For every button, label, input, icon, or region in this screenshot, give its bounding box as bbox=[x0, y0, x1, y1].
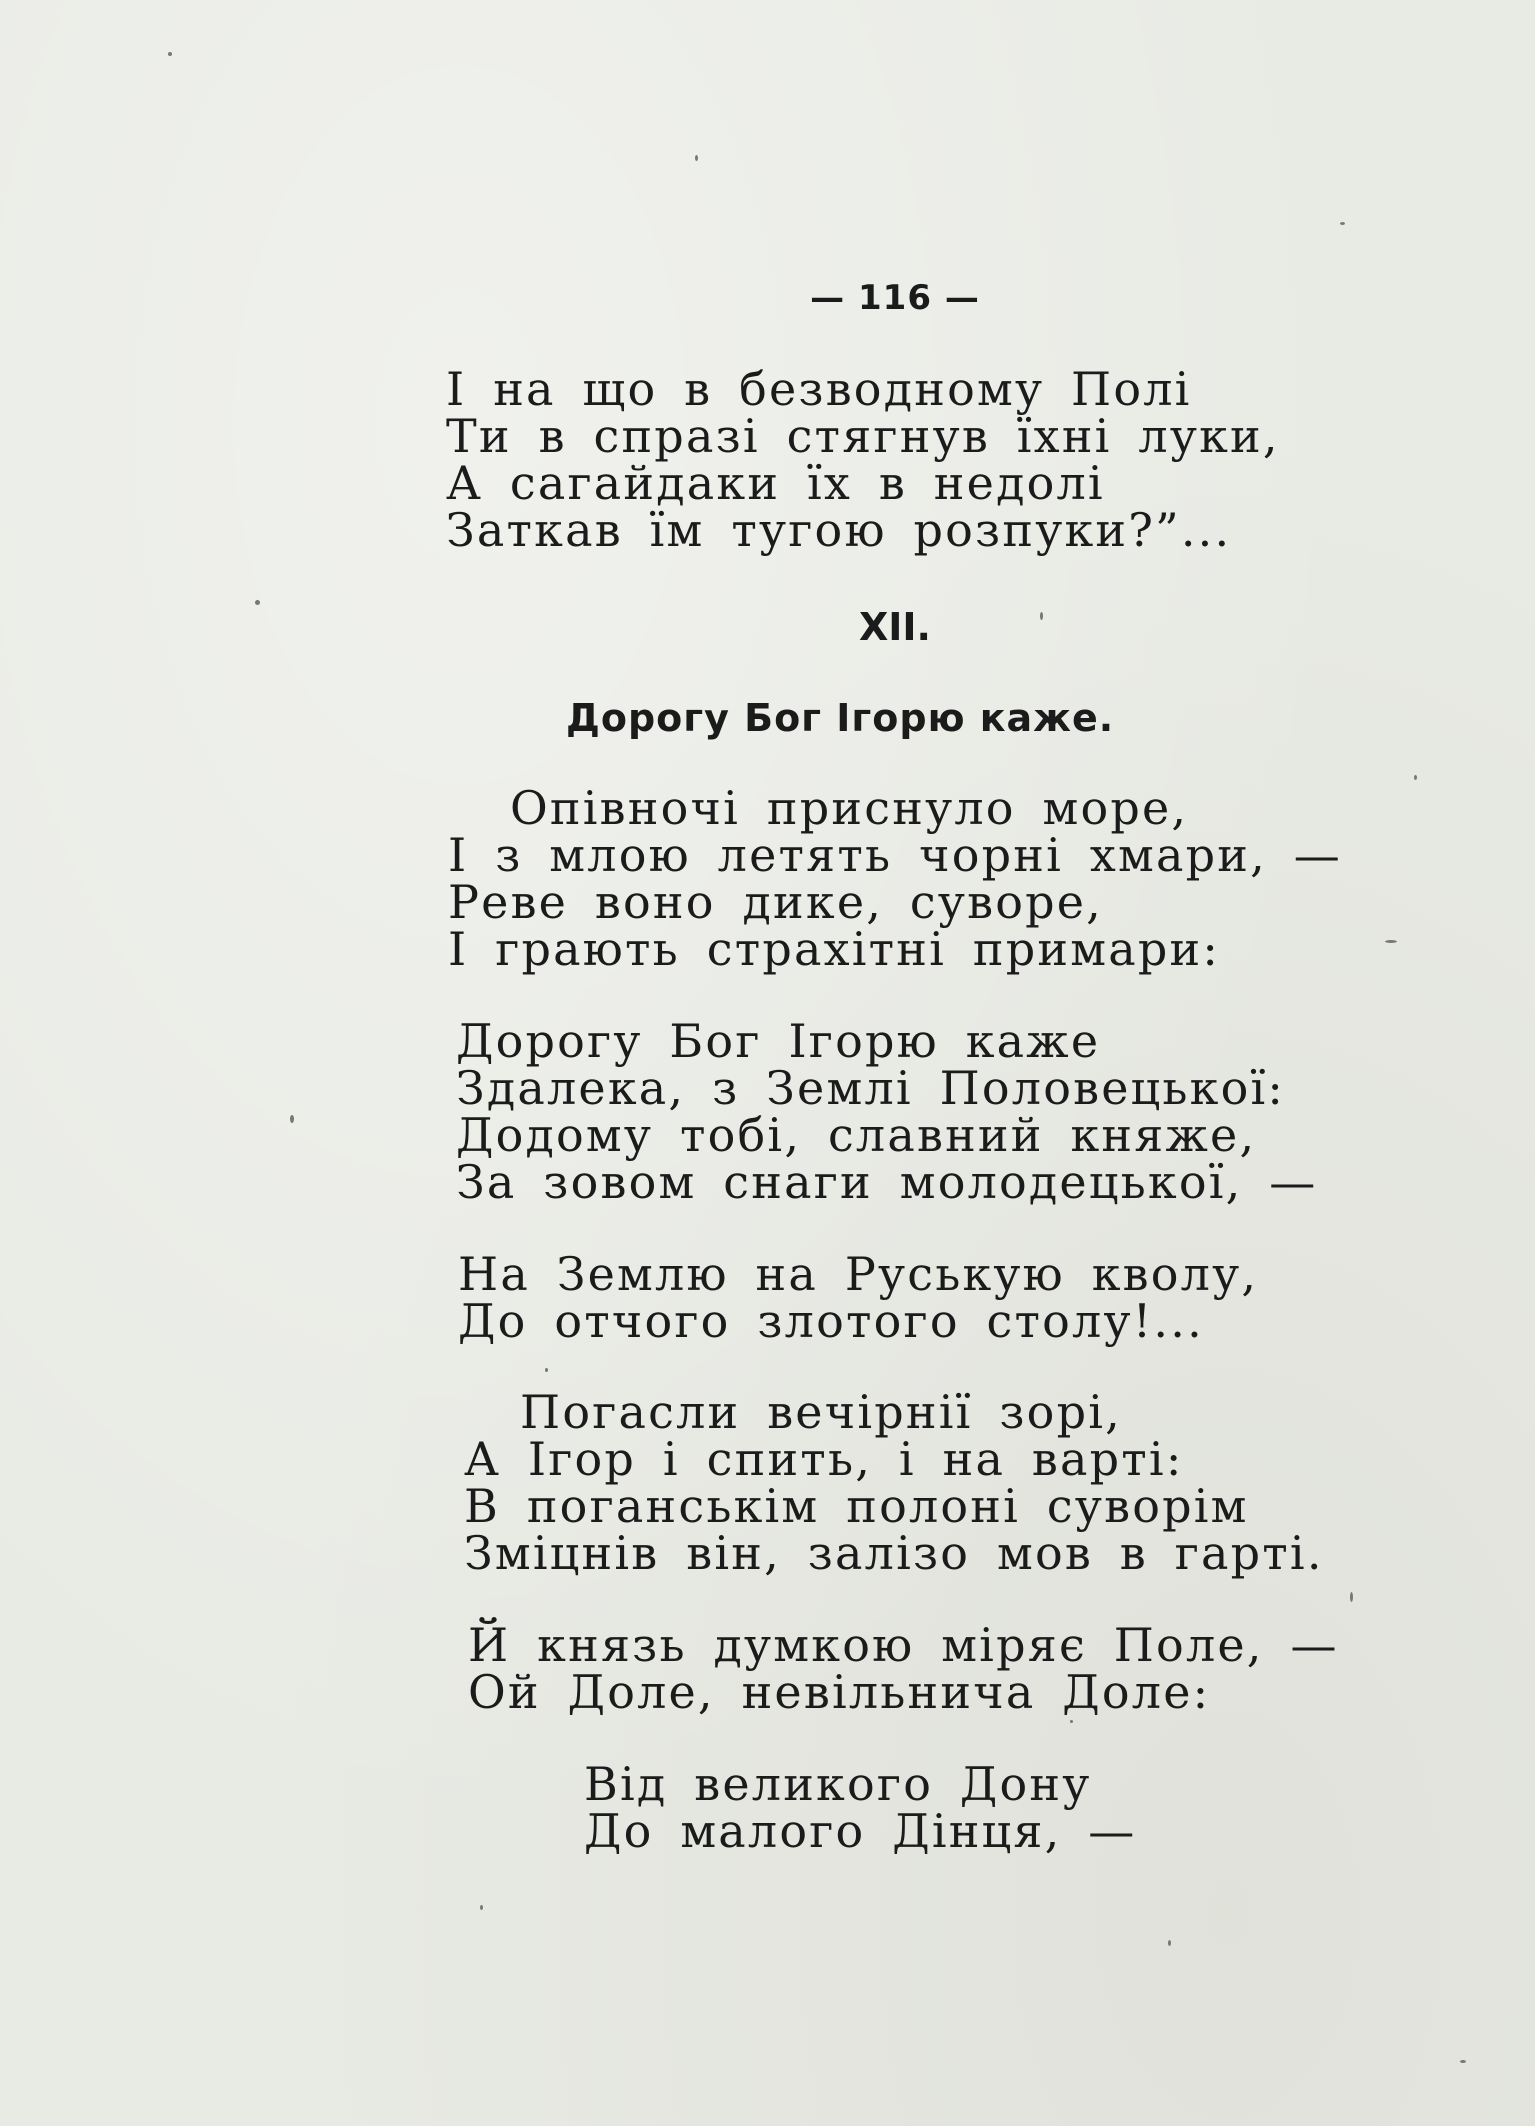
verse-line: Зміцнів він, залізо мов в гарті. bbox=[464, 1526, 1324, 1580]
verse-line: І грають страхітні примари: bbox=[448, 922, 1221, 976]
paper-speck bbox=[1385, 940, 1397, 943]
verse-line: Здалека, з Землі Половецької: bbox=[456, 1061, 1286, 1115]
page-number: — 116 — bbox=[810, 278, 980, 318]
verse-line: Й князь думкою міряє Поле, — bbox=[468, 1618, 1339, 1672]
verse-line: Заткав їм тугою розпуки?”... bbox=[446, 503, 1232, 557]
verse-line: А Ігор і спить, і на варті: bbox=[464, 1432, 1184, 1486]
verse-line: Опівночі приснуло море, bbox=[510, 781, 1189, 835]
paper-speck bbox=[255, 600, 260, 605]
verse-line: В поганськім полоні суворім bbox=[464, 1479, 1249, 1533]
paper-speck bbox=[695, 155, 698, 161]
verse-line: До отчого злотого столу!... bbox=[458, 1294, 1204, 1348]
verse-line: Погасли вечірнії зорі, bbox=[520, 1385, 1122, 1439]
verse-line: Реве воно дике, суворе, bbox=[448, 875, 1103, 929]
paper-speck bbox=[1340, 222, 1345, 225]
verse-line: Від великого Дону bbox=[584, 1757, 1092, 1811]
paper-speck bbox=[1040, 612, 1043, 620]
verse-line: Ти в спразі стягнув їхні луки, bbox=[446, 409, 1280, 463]
verse-line: На Землю на Руськую кволу, bbox=[458, 1247, 1259, 1301]
section-number: XII. bbox=[858, 605, 931, 649]
paper-speck bbox=[545, 1368, 548, 1372]
paper-speck bbox=[168, 52, 172, 56]
paper-speck bbox=[1070, 1720, 1073, 1723]
paper-speck bbox=[1168, 1940, 1171, 1946]
verse-line: Дорогу Бог Ігорю каже bbox=[456, 1014, 1101, 1068]
section-title: Дорогу Бог Ігорю каже. bbox=[566, 696, 1115, 740]
paper-speck bbox=[290, 1115, 294, 1123]
verse-line: Додому тобі, славний княже, bbox=[456, 1108, 1257, 1162]
paper-speck bbox=[1414, 775, 1417, 780]
paper-speck bbox=[1460, 2060, 1466, 2063]
paper-speck bbox=[480, 1905, 483, 1910]
verse-line: Ой Доле, невільнича Доле: bbox=[468, 1665, 1211, 1719]
verse-line: І з млою летять чорні хмари, — bbox=[448, 828, 1342, 882]
verse-line: До малого Дінця, — bbox=[584, 1804, 1137, 1858]
verse-line: А сагайдаки їх в недолі bbox=[446, 456, 1105, 510]
verse-line: За зовом снаги молодецької, — bbox=[456, 1155, 1318, 1209]
verse-line: І на що в безводному Полі bbox=[446, 362, 1192, 416]
paper-speck bbox=[1350, 1592, 1353, 1602]
